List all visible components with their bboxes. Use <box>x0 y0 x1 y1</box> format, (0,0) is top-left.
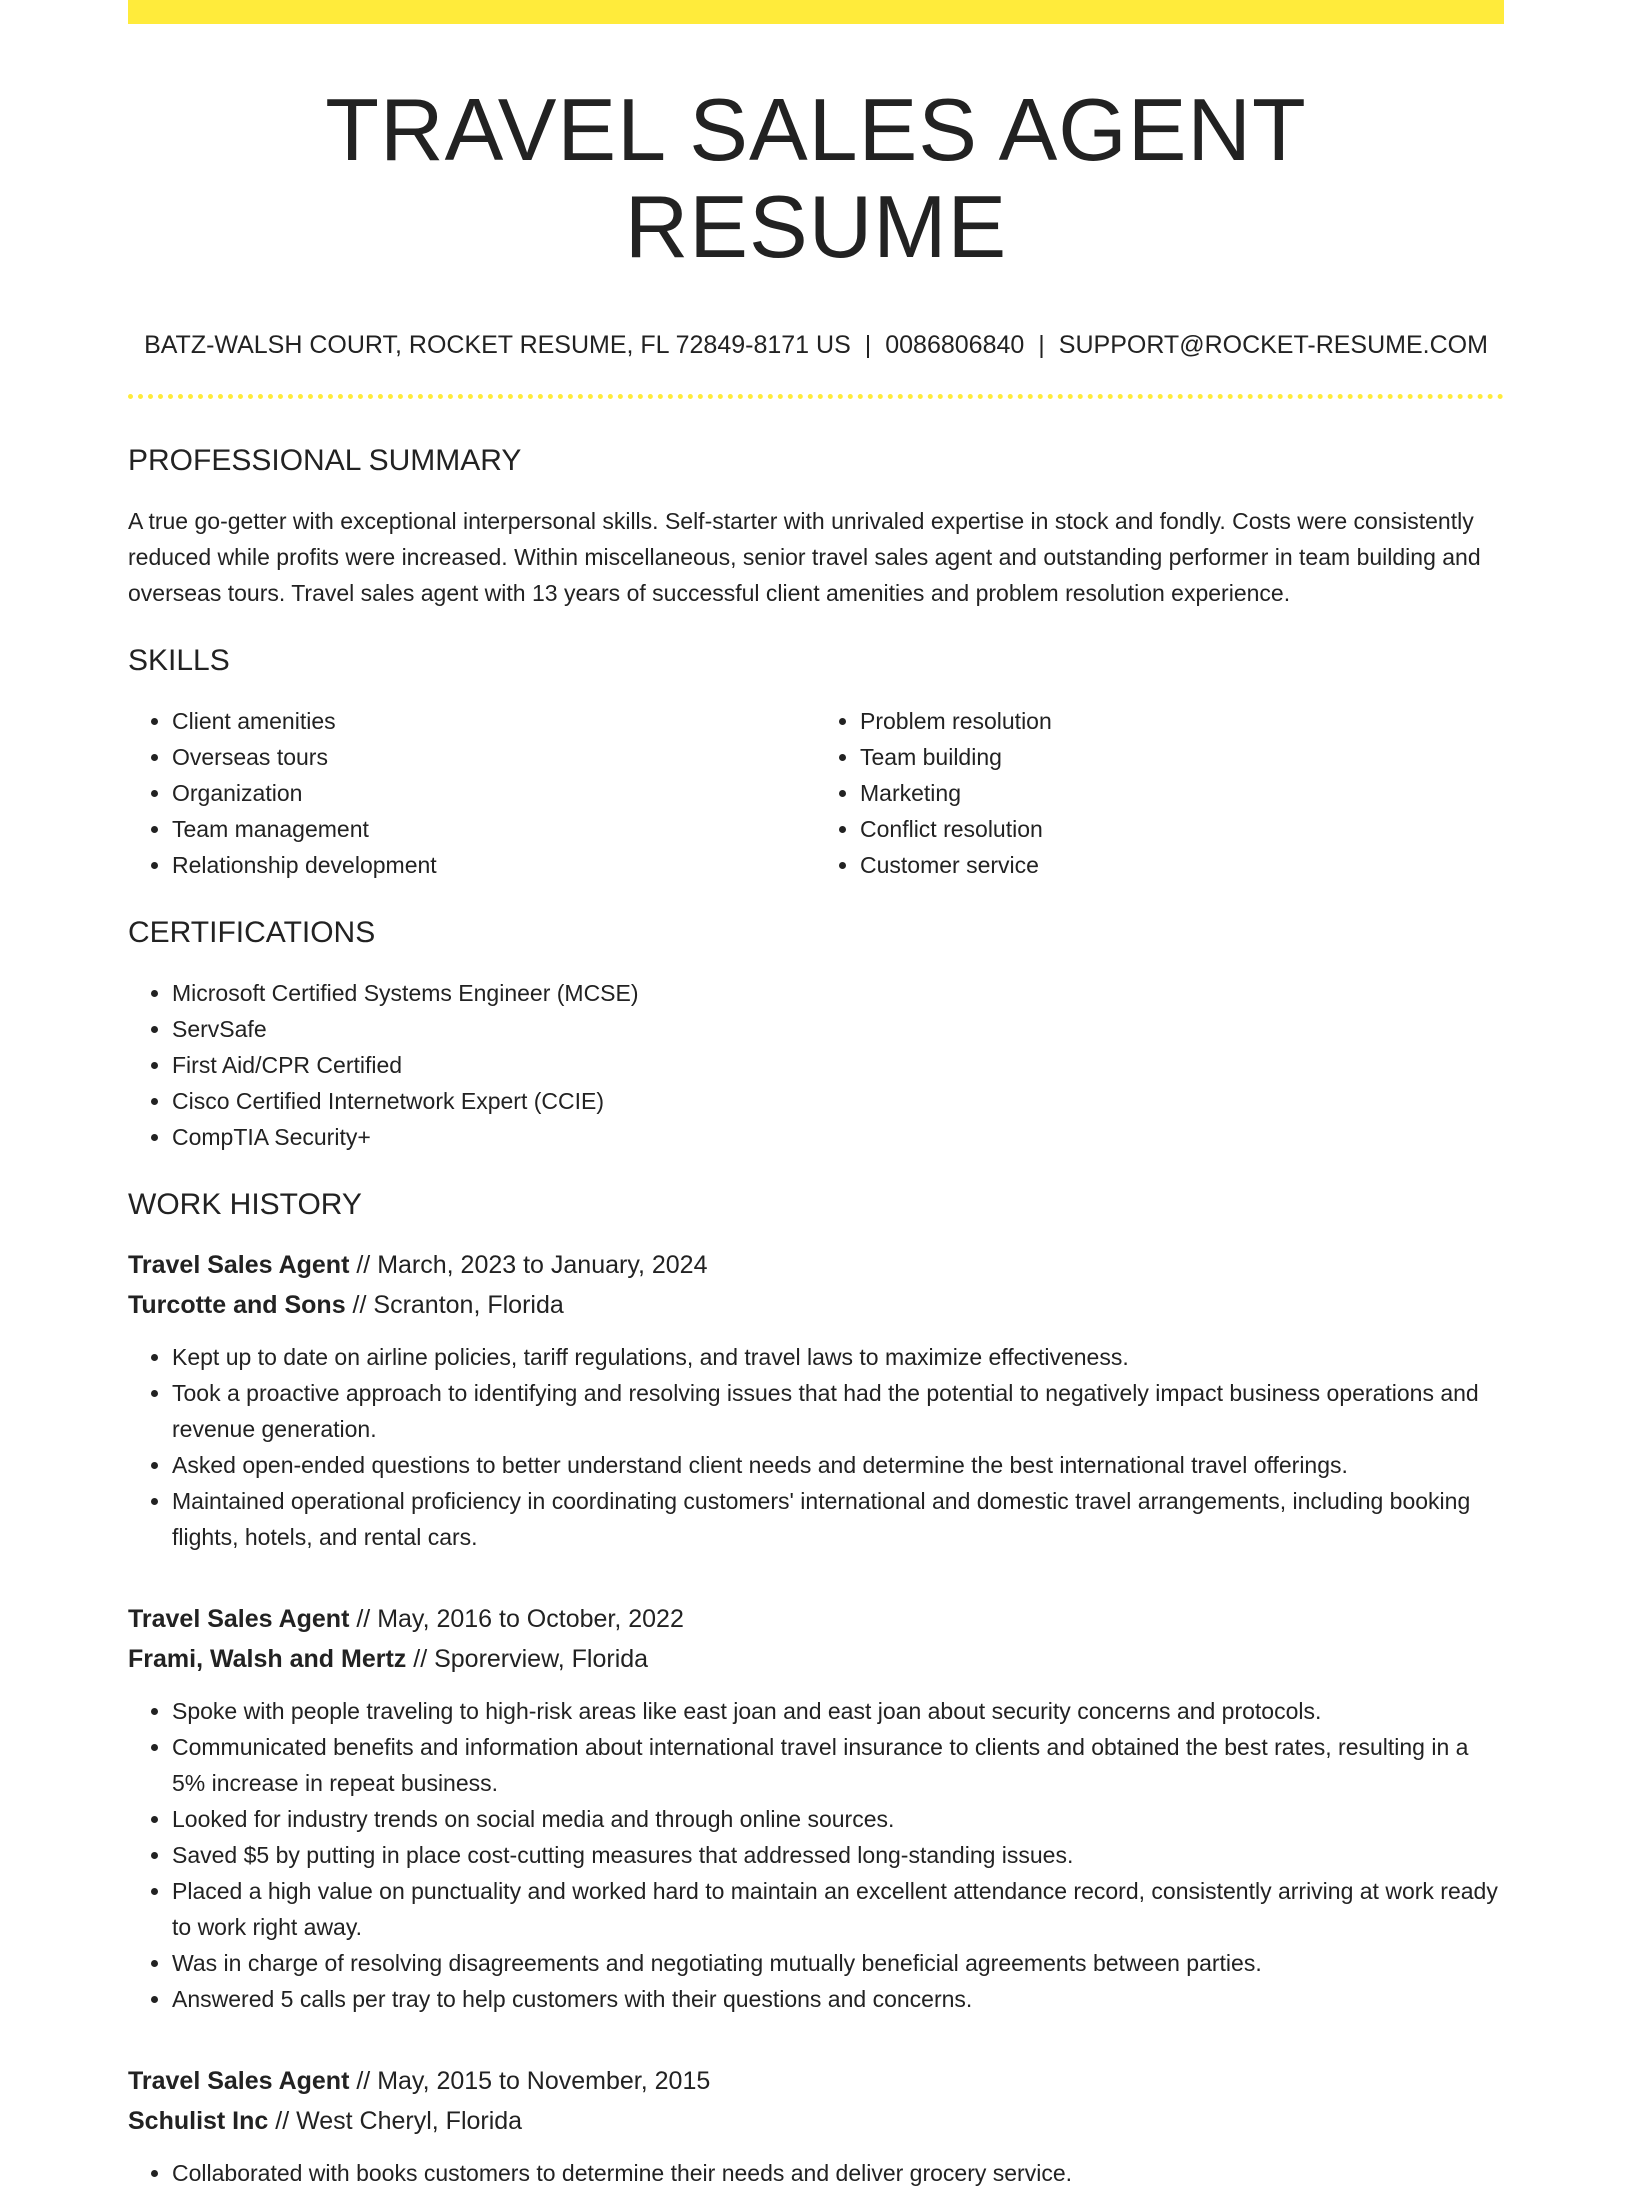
skill-item: • Client amenities <box>172 703 816 739</box>
dotted-divider <box>128 394 1504 399</box>
job-title-line <box>128 1245 1504 1285</box>
job-bullet: • Spoke with people traveling to high-risk areas like east joan and east joan about security concerns and protocols. <box>172 1693 1504 1729</box>
job-title: Travel Sales Agent <box>128 1250 350 1279</box>
job-entry <box>128 2061 1504 2191</box>
job-bullets <box>128 2155 1504 2191</box>
skill-item: • Marketing <box>860 775 1504 811</box>
job-bullet: • Placed a high value on punctuality and worked hard to maintain an excellent attendance record, consistently arriving at work ready to work right away. <box>172 1873 1504 1945</box>
job-bullet: • Kept up to date on airline policies, tariff regulations, and travel laws to maximize effectiveness. <box>172 1339 1504 1375</box>
contact-line <box>128 330 1504 360</box>
job-title-line <box>128 2061 1504 2101</box>
job-bullets <box>128 1693 1504 2017</box>
job-bullet: • Looked for industry trends on social media and through online sources. <box>172 1801 1504 1837</box>
job-bullet: • Collaborated with books customers to determine their needs and deliver grocery service. <box>172 2155 1504 2191</box>
job-company-line <box>128 1639 1504 1679</box>
job-dates: // March, 2023 to January, 2024 <box>349 1250 708 1279</box>
contact-email: SUPPORT@ROCKET-RESUME.COM <box>1058 330 1488 359</box>
skill-item: • Overseas tours <box>172 739 816 775</box>
certification-item: • Microsoft Certified Systems Engineer (MCSE) <box>172 975 1504 1011</box>
summary-heading: PROFESSIONAL SUMMARY <box>128 443 522 477</box>
skills-columns <box>128 703 1504 883</box>
certification-item: • ServSafe <box>172 1011 1504 1047</box>
job-bullet: • Maintained operational proficiency in coordinating customers' international and domestic travel arrangements, including booking flights, hotels, and rental cars. <box>172 1483 1504 1555</box>
job-title: Travel Sales Agent <box>128 1604 350 1633</box>
skill-item: • Customer service <box>860 847 1504 883</box>
job-location: // Scranton, Florida <box>345 1290 564 1319</box>
summary-text: A true go-getter with exceptional interpersonal skills. Self-starter with unrivaled expertise in stock and fondly. Costs were consistently reduced while profits were increased. Within miscellaneous, senior travel sales agent and outstanding performer in team building and overseas tours. Travel sales agent with 13 years of successful client amenities and problem resolution experience. <box>128 507 1481 606</box>
job-bullet: • Asked open-ended questions to better understand client needs and determine the best international travel offerings. <box>172 1447 1504 1483</box>
contact-address: BATZ-WALSH COURT, ROCKET RESUME, FL 72849-8171 US <box>144 330 851 359</box>
job-bullet: • Saved $5 by putting in place cost-cutting measures that addressed long-standing issues. <box>172 1837 1504 1873</box>
contact-separator: | <box>864 330 872 359</box>
certifications-heading: CERTIFICATIONS <box>128 915 376 949</box>
certification-item: • First Aid/CPR Certified <box>172 1047 1504 1083</box>
skill-item: • Relationship development <box>172 847 816 883</box>
job-location: // West Cheryl, Florida <box>268 2106 523 2135</box>
job-bullet: • Answered 5 calls per tray to help customers with their questions and concerns. <box>172 1981 1504 2017</box>
job-company-line <box>128 1285 1504 1325</box>
skills-heading: SKILLS <box>128 643 230 677</box>
job-company: Turcotte and Sons <box>128 1290 346 1319</box>
skills-right-list <box>816 703 1504 883</box>
job-entry <box>128 1599 1504 2017</box>
job-bullets <box>128 1339 1504 1555</box>
skill-item: • Conflict resolution <box>860 811 1504 847</box>
job-dates: // May, 2015 to November, 2015 <box>349 2066 711 2095</box>
skill-item: • Team building <box>860 739 1504 775</box>
job-location: // Sporerview, Florida <box>406 1644 649 1673</box>
job-company: Schulist Inc <box>128 2106 269 2135</box>
certification-item: • CompTIA Security+ <box>172 1119 1504 1155</box>
job-bullet: • Communicated benefits and information about international travel insurance to clients and obtained the best rates, resulting in a 5% increase in repeat business. <box>172 1729 1504 1801</box>
accent-top-bar <box>128 0 1504 24</box>
job-title: Travel Sales Agent <box>128 2066 350 2095</box>
skill-item: • Team management <box>172 811 816 847</box>
certification-item: • Cisco Certified Internetwork Expert (CCIE) <box>172 1083 1504 1119</box>
skill-item: • Problem resolution <box>860 703 1504 739</box>
job-company-line <box>128 2101 1504 2141</box>
work-history-heading: WORK HISTORY <box>128 1187 362 1221</box>
job-title-line <box>128 1599 1504 1639</box>
contact-separator: | <box>1038 330 1045 359</box>
contact-phone: 0086806840 <box>885 330 1025 359</box>
job-company: Frami, Walsh and Mertz <box>128 1644 407 1673</box>
resume-page <box>128 0 1504 2191</box>
job-dates: // May, 2016 to October, 2022 <box>349 1604 684 1633</box>
job-entry <box>128 1245 1504 1555</box>
skills-left-list <box>128 703 816 883</box>
skill-item: • Organization <box>172 775 816 811</box>
certifications-list <box>128 975 1504 1155</box>
resume-title: TRAVEL SALES AGENT RESUME <box>325 80 1307 276</box>
job-bullet: • Took a proactive approach to identifying and resolving issues that had the potential to negatively impact business operations and revenue generation. <box>172 1375 1504 1447</box>
job-bullet: • Was in charge of resolving disagreements and negotiating mutually beneficial agreements between parties. <box>172 1945 1504 1981</box>
